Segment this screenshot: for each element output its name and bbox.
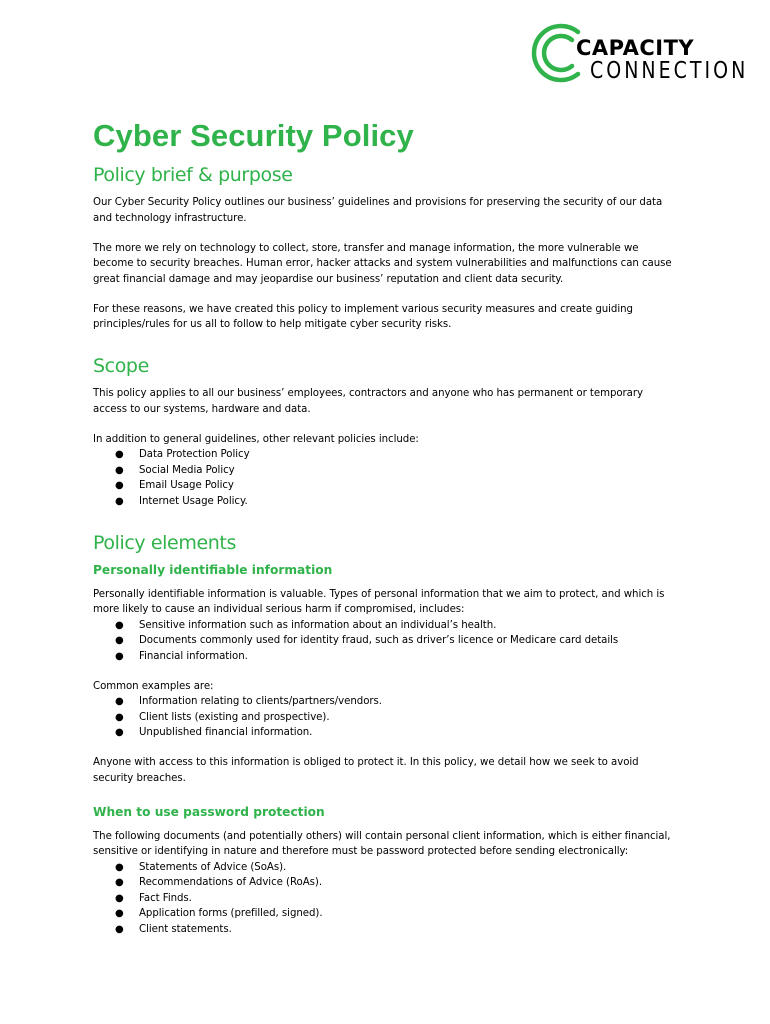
bullet: ● — [115, 449, 124, 460]
logo-line1: CAPACITY — [576, 36, 695, 60]
subsection-heading-pii: Personally identifiable information — [93, 562, 333, 577]
bullet: ● — [115, 877, 124, 888]
bullet: ● — [115, 464, 124, 476]
paragraph: This policy applies to all our business’ employees, contractors and anyone who has permanent or temporary access to our systems, hardware and data. — [93, 388, 643, 415]
section-heading-scope: Scope — [93, 355, 149, 377]
list-item: ● Statements of Advice (SoAs). — [93, 860, 673, 876]
logo-wordmark — [576, 36, 749, 84]
list-item: ● Recommendations of Advice (RoAs). — [93, 875, 673, 891]
paragraph: For these reasons, we have created this policy to implement various security measures and create guiding principles/rules for us all to follow to help mitigate cyber security risks. — [93, 303, 633, 330]
bullet: ● — [115, 892, 124, 904]
bullet: ● — [115, 650, 124, 662]
pii-types-list — [93, 618, 673, 665]
list-item: ● Application forms (prefilled, signed). — [93, 906, 673, 922]
subsection-heading-password: When to use password protection — [93, 804, 325, 819]
bullet: ● — [115, 908, 124, 919]
section-heading-purpose: Policy brief & purpose — [93, 164, 293, 186]
list-item: ● Client lists (existing and prospective). — [93, 710, 673, 726]
paragraph: The following documents (and potentially others) will contain personal client information, which is either financial, sensitive or identifying in nature and therefore must be password protected before sending electronically: — [93, 830, 671, 857]
document-title: Cyber Security Policy — [93, 118, 414, 153]
list-item: ● Documents commonly used for identity fraud, such as driver’s licence or Medicare card details — [93, 633, 673, 649]
list-item: ● Data Protection Policy — [93, 447, 673, 463]
bullet: ● — [115, 861, 124, 873]
bullet: ● — [115, 727, 124, 738]
list-item: ● Information relating to clients/partners/vendors. — [93, 694, 673, 710]
related-policies-list — [93, 447, 673, 509]
pii-examples-list — [93, 694, 673, 741]
list-item: ● Email Usage Policy — [93, 478, 673, 494]
list-item: ● Fact Finds. — [93, 891, 673, 907]
list-item: ● Financial information. — [93, 649, 673, 665]
section-heading-policy-elements: Policy elements — [93, 531, 236, 554]
list-item: ● Internet Usage Policy. — [93, 494, 673, 510]
list-item: ● Unpublished financial information. — [93, 725, 673, 741]
document-body — [93, 118, 673, 952]
list-item: ● Sensitive information such as information about an individual’s health. — [93, 618, 673, 634]
bullet: ● — [115, 711, 124, 723]
paragraph: Anyone with access to this information is obliged to protect it. In this policy, we detail how we seek to avoid security breaches. — [93, 757, 639, 784]
bullet: ● — [115, 619, 124, 631]
paragraph: Our Cyber Security Policy outlines our business’ guidelines and provisions for preserving the security of our data and technology infrastructure. — [93, 197, 663, 224]
bullet: ● — [115, 635, 124, 646]
paragraph: The more we rely on technology to collect, store, transfer and manage information, the more vulnerable we become to security breaches. Human error, hacker attacks and system vulnerabilities and malfunctions can cause great financial damage and may jeopardise our business’ reputation and client data security. — [93, 242, 672, 285]
paragraph: In addition to general guidelines, other relevant policies include: — [93, 433, 419, 445]
password-docs-list — [93, 860, 673, 938]
bullet: ● — [115, 495, 124, 507]
bullet: ● — [115, 696, 124, 707]
paragraph: Common examples are: — [93, 680, 214, 692]
list-item: ● Social Media Policy — [93, 463, 673, 479]
company-logo — [526, 18, 749, 88]
paragraph: Personally identifiable information is valuable. Types of personal information that we aim to protect, and which is more likely to cause an individual serious harm if compromised, includes: — [93, 588, 665, 615]
list-item: ● Client statements. — [93, 922, 673, 938]
bullet: ● — [115, 923, 124, 935]
logo-line2: CONNECTION — [590, 57, 749, 84]
bullet: ● — [115, 480, 124, 491]
